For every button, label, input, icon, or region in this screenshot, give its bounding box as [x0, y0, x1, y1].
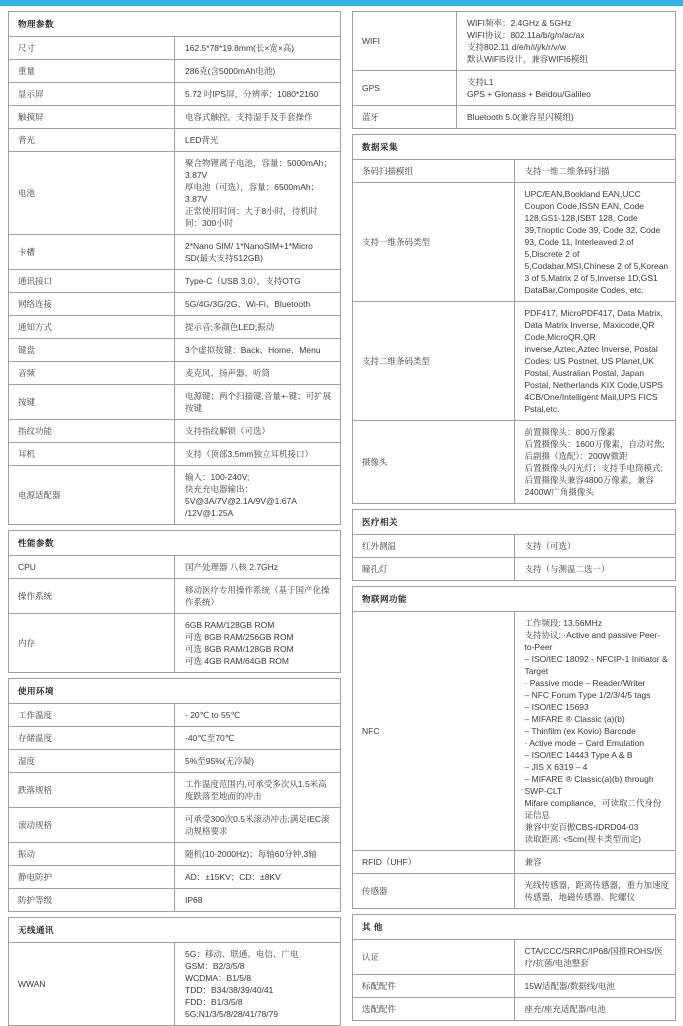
spec-value-line: – MIFARE ® Classic(a)(b) through SWP-CLT [524, 774, 654, 796]
section-header-row [353, 510, 676, 535]
spec-row [9, 750, 341, 773]
spec-row-value [175, 60, 341, 83]
spec-column-right [352, 11, 676, 1021]
spec-section-table [8, 678, 341, 912]
spec-row [9, 808, 341, 843]
spec-value-line: 默认WiFi5设计，兼容WIFI6模组 [467, 54, 588, 64]
spec-row [9, 83, 341, 106]
spec-row-label: 内存 [9, 614, 175, 673]
spec-value-line: 座充/座充适配器/电池 [524, 1004, 606, 1014]
spec-row-value [175, 152, 341, 235]
spec-value-line: Bluetooth 5.0(兼容星闪模组) [467, 112, 574, 122]
spec-row [353, 160, 676, 183]
spec-value-line: 电容式触控，支持湿手及手套操作 [185, 112, 313, 122]
spec-value-line: 前置摄像头：800万像素 [524, 427, 616, 437]
spec-row-label: WWAN [9, 943, 175, 1026]
spec-row-label: RFID（UHF） [353, 851, 515, 874]
spec-value-line: 快充充电器输出：5V@3A/7V@2.1A/9V@1.67A [185, 484, 297, 506]
spec-row [9, 727, 341, 750]
spec-value-line: UPC/EAN,Bookland EAN,UCC Coupon Code,ISSN EAN, Code 128,GS1-128,ISBT 128, Code 39,Trioptic Code 39, Code 32, Code 93, Code 11, Interleaved 2 of 5,Discrete 2 of 5,Codabar,MSI,Chinese 2 of 5,Korean 3 of 5,Matrix 2 of 5,Inverse 1D,GS1 DataBar,Composite Codes, etc. [524, 189, 669, 295]
section-header-row [9, 679, 341, 704]
spec-row [9, 773, 341, 808]
spec-row-label: 支持二维条码类型 [353, 302, 515, 421]
spec-row-label: 显示屏 [9, 83, 175, 106]
spec-value-line: WCDMA：B1/5/8 [185, 973, 252, 983]
spec-row-label: 背光 [9, 129, 175, 152]
spec-row-label: NFC [353, 612, 515, 851]
spec-row-label: 瞳孔灯 [353, 558, 515, 581]
spec-value-line: 后置摄像头兼容4800万像素，兼容2400W广角摄像头 [524, 475, 654, 497]
section-header: 物理参数 [9, 12, 341, 37]
spec-row-value [175, 704, 341, 727]
section-header-row [9, 531, 341, 556]
spec-row-label: GPS [353, 71, 457, 106]
spec-value-line: 支持802.11 d/e/h/i/j/k/r/v/w [467, 42, 567, 52]
spec-row [9, 943, 341, 1026]
spec-row-label: 卡槽 [9, 235, 175, 270]
spec-row-value [514, 851, 676, 874]
spec-value-line: – ISO/IEC 18092 - NFCIP-1 Initiator & Target [524, 654, 668, 676]
spec-value-line: – MIFARE ® Classic (a)(b) [524, 714, 625, 724]
section-header: 医疗相关 [353, 510, 676, 535]
spec-row-value [175, 614, 341, 673]
section-header-row [9, 12, 341, 37]
spec-row-value [175, 750, 341, 773]
spec-value-line: 286克(含5000mAh电池) [185, 66, 276, 76]
spec-row [353, 998, 676, 1021]
spec-value-line: 光线传感器，距离传感器，重力加速度传感器，地磁传感器、陀螺仪 [524, 880, 670, 902]
spec-row [9, 152, 341, 235]
spec-value-line: PDF417, MicroPDF417, Data Matrix, Data Matrix Inverse, Maxicode,QR Code,MicroQR,QR inverse,Aztec,Aztec Inverse, Postal Codes: US Postnet, US Planet,UK Postal, Australian Postal, Japan Postal, Netherlands KIX Code,USPS 4CB/One/Intelligent Mail,UPS FICS Pstal,etc. [524, 308, 663, 414]
spec-value-line: 2*Nano SIM/ 1*NanoSIM+1*Micro SD(最大支持512GB) [185, 241, 313, 263]
spec-row-value [457, 71, 676, 106]
spec-value-line: 支持一维二维条码扫描 [524, 166, 610, 176]
spec-row-label: 支持一维条码类型 [353, 183, 515, 302]
spec-row-label: 条码扫描模组 [353, 160, 515, 183]
spec-row [9, 293, 341, 316]
spec-row [353, 302, 676, 421]
spec-row-label: CPU [9, 556, 175, 579]
spec-row [9, 466, 341, 525]
spec-row [353, 106, 676, 129]
spec-row-value [175, 443, 341, 466]
spec-section-table [352, 134, 676, 504]
spec-columns [0, 6, 683, 1026]
spec-section-table [352, 914, 676, 1021]
spec-row [353, 421, 676, 504]
spec-row [9, 579, 341, 614]
spec-row [9, 614, 341, 673]
spec-value-line: LED背光 [185, 135, 219, 145]
spec-row-label: 电源适配器 [9, 466, 175, 525]
spec-row-value [514, 940, 676, 975]
spec-row-value [175, 889, 341, 912]
spec-value-line: · Passive mode – Reader/Writer [524, 678, 646, 688]
section-header: 无线通讯 [9, 918, 341, 943]
section-header-row [353, 915, 676, 940]
spec-value-line: 聚合物锂离子电池，容量：5000mAh；3.87V [185, 158, 332, 180]
spec-value-line: 后置摄像头闪光灯；支持手电筒模式; [524, 463, 663, 473]
spec-row [9, 420, 341, 443]
spec-value-line: Mifare compliance，可读取二代身份证信息 [524, 798, 662, 820]
spec-row-value [175, 106, 341, 129]
spec-row-label: 滚动规格 [9, 808, 175, 843]
spec-row-label: 标配配件 [353, 975, 515, 998]
spec-value-line: 5%至95%(无冷凝) [185, 756, 254, 766]
spec-row-value [514, 612, 676, 851]
spec-value-line: 可承受300次0.5米滚动冲击;满足IEC滚动规格要求 [185, 814, 330, 836]
spec-row-label: 工作温度 [9, 704, 175, 727]
spec-value-line: 可选 4GB RAM/64GB ROM [185, 656, 289, 666]
spec-row-label: 键盘 [9, 339, 175, 362]
spec-row-label: 按键 [9, 385, 175, 420]
spec-value-line: 兼容 [524, 857, 542, 867]
spec-row [9, 316, 341, 339]
spec-row [9, 270, 341, 293]
spec-value-line: – JIS X 6319 – 4 [524, 762, 588, 772]
spec-value-line: -40℃至70℃ [185, 733, 235, 743]
spec-row-label: 通知方式 [9, 316, 175, 339]
spec-value-line: CTA/CCC/SRRC/IP68/国推ROHS/医疗/抗菌/电池整套 [524, 946, 663, 968]
spec-row-value [514, 421, 676, 504]
spec-row-label: 摄像头 [353, 421, 515, 504]
spec-row-label: 蓝牙 [353, 106, 457, 129]
spec-value-line: 工作频段: 13.56MHz [524, 618, 602, 628]
spec-row-label: 红外测温 [353, 535, 515, 558]
spec-value-line: – ISO/IEC 14443 Type A & B [524, 750, 633, 760]
spec-row-value [175, 270, 341, 293]
spec-row-value [175, 339, 341, 362]
spec-row [9, 37, 341, 60]
spec-row-label: 认证 [353, 940, 515, 975]
section-header-row [353, 135, 676, 160]
spec-row [9, 129, 341, 152]
spec-row-value [514, 302, 676, 421]
spec-value-line: 支持协议: ·Active and passive Peer-to-Peer [524, 630, 661, 652]
spec-row-value [175, 808, 341, 843]
spec-value-line: 5G：移动、联通、电信、广电 [185, 949, 299, 959]
spec-row [9, 362, 341, 385]
spec-row-value [514, 998, 676, 1021]
spec-row [353, 12, 676, 71]
spec-row-value [514, 535, 676, 558]
spec-row [353, 71, 676, 106]
spec-value-line: 5G:N1/3/5/8/28/41/78/79 [185, 1009, 279, 1019]
spec-value-line: 后置摄像头：1600万像素，自动对焦; [524, 439, 665, 449]
spec-row-label: 指纹功能 [9, 420, 175, 443]
section-header: 其 他 [353, 915, 676, 940]
spec-value-line: 输入：100-240V; [185, 472, 250, 482]
spec-row-value [175, 773, 341, 808]
spec-value-line: AD：±15KV；CD：±8KV [185, 872, 281, 882]
spec-value-line: 15W适配器/数据线/电池 [524, 981, 615, 991]
spec-row-value [175, 556, 341, 579]
spec-row-value [175, 466, 341, 525]
spec-row-value [175, 83, 341, 106]
spec-row-value [514, 183, 676, 302]
spec-value-line: 5.72 吋IPS屏，分辨率：1080*2160 [185, 89, 319, 99]
spec-section-table [352, 586, 676, 909]
spec-section-table [8, 917, 341, 1026]
spec-row-value [175, 362, 341, 385]
spec-row-value [175, 866, 341, 889]
spec-row [353, 612, 676, 851]
spec-row-value [457, 12, 676, 71]
spec-value-line: 兼容中安百傲CBS-IDRD04-03 [524, 822, 639, 832]
spec-row-value [175, 420, 341, 443]
spec-row-value [175, 293, 341, 316]
spec-value-line: 6GB RAM/128GB ROM [185, 620, 275, 630]
spec-row-label: 湿度 [9, 750, 175, 773]
spec-value-line: TDD：B34/38/39/40/41 [185, 985, 274, 995]
spec-row [353, 558, 676, 581]
spec-row-value [514, 975, 676, 998]
spec-row-label: 选配配件 [353, 998, 515, 1021]
spec-value-line: – NFC Forum Type 1/2/3/4/5 tags [524, 690, 651, 700]
spec-value-line: 国产处理器 八核 2.7GHz [185, 562, 279, 572]
spec-row-label: 重量 [9, 60, 175, 83]
spec-section-table [8, 530, 341, 673]
spec-value-line: 随机(10-2000Hz)；每轴60分钟,3轴 [185, 849, 317, 859]
spec-value-line: 162.5*78*19.8mm(长×宽×高) [185, 43, 295, 53]
spec-value-line: – Thinfilm (ex Kovio) Barcode [524, 726, 636, 736]
section-header: 数据采集 [353, 135, 676, 160]
spec-row-value [514, 558, 676, 581]
spec-value-line: – ISO/IEC 15693 [524, 702, 589, 712]
spec-value-line: 后副摄（选配）：200W微距 [524, 451, 628, 461]
spec-value-line: 工作温度范围内,可承受多次从1.5米高度跌落至地面的冲击 [185, 779, 327, 801]
spec-row [353, 851, 676, 874]
spec-value-line: 5G/4G/3G/2G、Wi-Fi、Bluetooth [185, 299, 311, 309]
spec-value-line: 厚电池（可选），容量：6500mAh；3.87V [185, 182, 320, 204]
spec-row-label: 静电防护 [9, 866, 175, 889]
spec-value-line: 支持（可选） [524, 541, 576, 551]
spec-value-line: · Active mode – Card Emulation [524, 738, 645, 748]
spec-row-value [514, 160, 676, 183]
spec-row-value [514, 874, 676, 909]
spec-value-line: - 20℃ to 55℃ [185, 710, 241, 720]
section-header: 物联网功能 [353, 587, 676, 612]
section-header-row [9, 918, 341, 943]
spec-value-line: 电源键；两个扫描键,音量+-键；可扩展按键 [185, 391, 332, 413]
spec-value-line: 支持指纹解锁（可选） [185, 426, 271, 436]
spec-value-line: 支持（与测温二选一） [524, 564, 610, 574]
spec-row [9, 866, 341, 889]
spec-row-value [175, 943, 341, 1026]
spec-value-line: 提示音;多颜色LED;振动 [185, 322, 275, 332]
spec-row-value [175, 316, 341, 339]
spec-row [9, 106, 341, 129]
spec-row-value [175, 37, 341, 60]
spec-row-value [175, 843, 341, 866]
spec-section-table [8, 11, 341, 525]
section-header: 性能参数 [9, 531, 341, 556]
spec-value-line: WIFI协议：802.11a/b/g/n/ac/ax [467, 30, 585, 40]
section-header: 使用环境 [9, 679, 341, 704]
spec-row [9, 889, 341, 912]
spec-row-value [175, 385, 341, 420]
spec-row-label: 跌落规格 [9, 773, 175, 808]
spec-value-line: 可选 8GB RAM/128GB ROM [185, 644, 294, 654]
spec-row [9, 556, 341, 579]
spec-value-line: 支持（顶部3.5mm独立耳机接口） [185, 449, 313, 459]
spec-row [353, 183, 676, 302]
spec-row [9, 443, 341, 466]
spec-row-label: WIFI [353, 12, 457, 71]
spec-value-line: FDD：B1/3/5/8 [185, 997, 243, 1007]
spec-value-line: 读取距离: <5cm(视卡类型而定) [524, 834, 641, 844]
spec-row-label: 防护等级 [9, 889, 175, 912]
spec-section-table [352, 11, 676, 129]
spec-value-line: 正常使用时间：大于8小时，待机时间：300小时 [185, 206, 318, 228]
spec-row-label: 存储温度 [9, 727, 175, 750]
spec-value-line: GPS + Glonass + Beidou/Galileo [467, 89, 591, 99]
spec-row-value [175, 235, 341, 270]
spec-row [9, 339, 341, 362]
spec-section-table [352, 509, 676, 581]
spec-row-value [457, 106, 676, 129]
spec-value-line: 可选 8GB RAM/256GB ROM [185, 632, 294, 642]
spec-row-label: 尺寸 [9, 37, 175, 60]
spec-row [9, 704, 341, 727]
spec-row [9, 843, 341, 866]
spec-row-label: 耳机 [9, 443, 175, 466]
spec-value-line: 移动医疗专用操作系统（基于国产化操作系统） [185, 585, 330, 607]
spec-value-line: IP68 [185, 895, 203, 905]
spec-value-line: 3个虚拟按键：Back、Home、Menu [185, 345, 321, 355]
spec-row-label: 振动 [9, 843, 175, 866]
spec-row [353, 975, 676, 998]
spec-row [353, 535, 676, 558]
spec-row [9, 235, 341, 270]
spec-row-value [175, 579, 341, 614]
spec-row-value [175, 727, 341, 750]
spec-column-left [8, 11, 341, 1026]
spec-row [353, 874, 676, 909]
spec-value-line: /12V@1.25A [185, 508, 234, 518]
spec-row [9, 385, 341, 420]
spec-value-line: 支持L1 [467, 77, 494, 87]
spec-row [353, 940, 676, 975]
spec-value-line: Type-C（USB 3.0），支持OTG [185, 276, 301, 286]
spec-row-label: 电池 [9, 152, 175, 235]
spec-value-line: GSM：B2/3/5/8 [185, 961, 245, 971]
section-header-row [353, 587, 676, 612]
spec-row-label: 触摸屏 [9, 106, 175, 129]
spec-row-label: 网络连接 [9, 293, 175, 316]
spec-row-label: 操作系统 [9, 579, 175, 614]
spec-row-label: 传感器 [353, 874, 515, 909]
spec-value-line: 麦克风、扬声器、听筒 [185, 368, 271, 378]
spec-row [9, 60, 341, 83]
spec-value-line: WIFI频率：2.4GHz & 5GHz [467, 18, 572, 28]
spec-row-value [175, 129, 341, 152]
spec-row-label: 通讯接口 [9, 270, 175, 293]
spec-row-label: 音频 [9, 362, 175, 385]
